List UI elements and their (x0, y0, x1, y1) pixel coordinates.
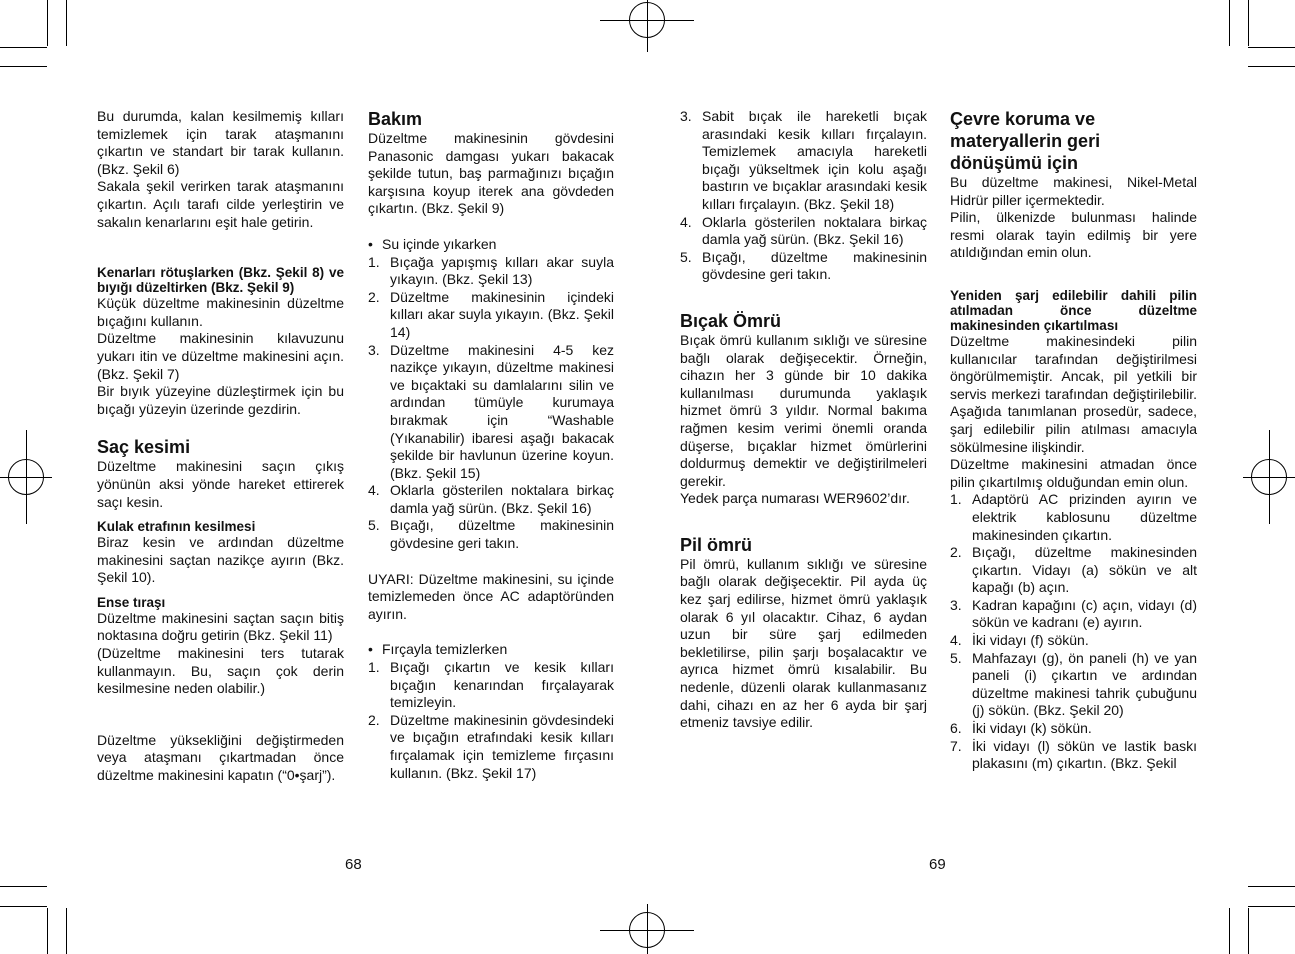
blade-life-paragraph: Bıçak ömrü kullanım sıklığı ve süresine bağlı olarak değişecektir. Örneğin, cihazın her 3 günde bir 10 dakika kullanılması durumunda yaklaşık hizmet ömrü 3 yıldır. Normal bakıma rağmen kesim verimi önemli oranda düşerse, bıçaklar hizmet ömürlerini doldurmuş demektir ve değiştirilmeleri gerekir. (680, 331, 927, 489)
list-item: 2. Bıçağı, düzeltme makinesinden çıkartın. Vidayı (a) sökün ve alt kapağı (b) açın. (950, 544, 1197, 596)
list-item: 5. Bıçağı, düzeltme makinesinin gövdesine geri takın. (368, 517, 614, 552)
part-number-paragraph: Yedek parça numarası WER9602’dır. (680, 490, 910, 507)
brush-bullet: • Fırçayla temizlerken (368, 641, 508, 658)
intro-paragraph-1: Bu durumda, kalan kesilmemiş kılları temizlemek için tarak ataşmanını çıkartın ve standart bir tarak kullanın. (Bkz. Şekil 6) (97, 108, 344, 177)
final-paragraph: Düzeltme yüksekliğini değiştirmeden veya ataşmanı çıkartmadan önce düzeltme makinesini kapatın (“0•şarj”). (97, 731, 344, 784)
list-item: 1. Bıçağa yapışmış kılları akar suyla yıkayın. (Bkz. Şekil 13) (368, 253, 614, 288)
column-1 (97, 108, 344, 785)
list-item: 2. Düzeltme makinesinin gövdesindeki ve bıçağın etrafındaki kesik kılları fırçalamak için temizleme fırçasını kullanın. (Bkz. Şekil 17) (368, 711, 614, 781)
column-4 (950, 108, 1197, 773)
maintenance-heading: Bakım (368, 109, 423, 129)
maintenance-intro: Düzeltme makinesinin gövdesini Panasonic damgası yukarı bakacak şekilde tutun, baş parmağınızı bıçağın karşısına koyup iterek ana gövdeden çıkartın. (Bkz. Şekil 9) (368, 130, 614, 217)
ear-heading: Kulak etrafının kesilmesi (97, 519, 256, 535)
trim-paragraph-2: Düzeltme makinesinin kılavuzunu yukarı itin ve düzeltme makinesini açın. (Bkz. Şekil 7) (97, 330, 344, 382)
list-item: 1. Bıçağı çıkartın ve kesik kılları bıçağın kenarından fırçalayarak temizleyin. (368, 659, 614, 711)
hair-cut-paragraph: Düzeltme makinesini saçın çıkış yönünün aksi yönde hareket ettirerek saçı kesin. (97, 458, 344, 510)
trim-heading: Kenarları rötuşlarken (Bkz. Şekil 8) ve bıyığı düzeltirken (Bkz. Şekil 9) (97, 265, 344, 296)
water-bullet: • Su içinde yıkarken (368, 235, 497, 252)
neck-paragraph-2: (Düzeltme makinesini ters tutarak kullanmayın. Bu, saçın çok derin kesilmesine neden olabilir.) (97, 645, 344, 697)
ear-paragraph: Biraz kesin ve ardından düzeltme makinesini saçtan nazikçe ayırın (Bkz. Şekil 10). (97, 534, 344, 586)
page-number-right: 69 (929, 856, 946, 873)
page-number-left: 68 (345, 856, 362, 873)
neck-heading: Ense tıraşı (97, 594, 166, 610)
list-item: 4. Oklarla gösterilen noktalara birkaç damla yağ sürün. (Bkz. Şekil 16) (368, 482, 614, 516)
blade-life-heading: Bıçak Ömrü (680, 310, 782, 331)
intro-paragraph-2: Sakala şekil verirken tarak ataşmanını çıkartın. Açılı tarafı cilde yerleştirin ve sakalın kenarlarını eşit hale getirin. (97, 178, 344, 230)
hair-cut-heading: Saç kesimi (97, 437, 191, 458)
environment-heading: Çevre koruma ve materyallerin geri dönüşümü için (950, 109, 1101, 173)
list-item: 1. Adaptörü AC prizinden ayırın ve elektrik kablosunu düzeltme makinesinden çıkartın. (950, 491, 1197, 543)
column-2 (368, 108, 614, 782)
list-item: 3. Sabit bıçak ile hareketli bıçak arasındaki kesik kılları fırçalayın. Temizlemek amacıyla hareketli bıçağı yükseltmek için kolu aşağı bastırın ve bıçaklar arasındaki kesik kılları fırçalayın. (Bkz. Şekil 18) (680, 108, 927, 212)
battery-removal-paragraph-1: Düzeltme makinesindeki pilin kullanıcılar tarafından değiştirilmesi öngörülmemiştir. Ancak, pil yetkili bir servis merkezi tarafından değiştirilebilir. Aşağıda tanımlanan prosedür, sadece, şarj edilebilir pilin atılması amacıyla sökülmesine ilişkindir. (950, 332, 1197, 455)
trim-paragraph-3: Bir bıyık yüzeyine düzleştirmek için bu bıçağı yüzeyin üzerinde gezdirin. (97, 383, 344, 417)
environment-paragraph-2: Pilin, ülkenizde bulunması halinde resmi olarak tayin edilmiş bir yere atıldığından emin olun. (950, 209, 1197, 261)
list-item: 6. İki vidayı (k) sökün. (950, 720, 1092, 737)
list-item: 5. Bıçağı, düzeltme makinesinin gövdesine geri takın. (680, 248, 927, 283)
list-item: 4. İki vidayı (f) sökün. (950, 632, 1089, 649)
column-3 (680, 108, 927, 732)
list-item: 4. Oklarla gösterilen noktalara birkaç damla yağ sürün. (Bkz. Şekil 16) (680, 213, 927, 248)
list-item: 2. Düzeltme makinesinin içindeki kılları akar suyla yıkayın. (Bkz. Şekil 14) (368, 288, 614, 340)
battery-life-heading: Pil ömrü (680, 534, 753, 555)
trim-paragraph-1: Küçük düzeltme makinesinin düzeltme bıçağını kullanın. (97, 295, 344, 329)
list-item: 3. Düzeltme makinesini 4-5 kez nazikçe yıkayın, düzeltme makinesi ve bıçaktaki su damlalarını silin ve ardından tümüyle kurumaya bırakmak için “Washable (Yıkanabilir) ibaresi aşağı bakacak şekilde bir havlunun üzerine koyun. (Bkz. Şekil 15) (368, 341, 614, 481)
battery-removal-paragraph-2: Düzeltme makinesini atmadan önce pilin çıkartılmış olduğundan emin olun. (950, 456, 1197, 490)
battery-removal-heading: Yeniden şarj edilebilir dahili pilin atılmadan önce düzeltme makinesinden çıkartılması (950, 287, 1197, 333)
warning-paragraph: UYARI: Düzeltme makinesini, su içinde temizlemeden önce AC adaptöründen ayırın. (368, 570, 614, 622)
neck-paragraph-1: Düzeltme makinesini saçtan saçın bitiş noktasına doğru getirin (Bkz. Şekil 11) (97, 609, 344, 644)
list-item: 7. İki vidayı (l) sökün ve lastik baskı plakasını (m) çıkartın. (Bkz. Şekil (950, 737, 1197, 772)
battery-life-paragraph: Pil ömrü, kullanım sıklığı ve süresine bağlı olarak değişecektir. Pil ayda üç kez şarj edilirse, hizmet ömrü yaklaşık olarak 6 yıl olacaktır. Cihaz, 6 aydan uzun bir süre şarj edilmeden bekletilirse, pilin şarjı boşalacaktır ve ayrıca hizmet ömrü kısalabilir. Bu nedenle, düzenli olarak kullanmasanız dahi, cihazı en az her 6 ayda bir şarj etmeniz tavsiye edilir. (680, 555, 927, 731)
environment-paragraph-1: Bu düzeltme makinesi, Nikel-Metal Hidrür piller içermektedir. (950, 174, 1197, 208)
list-item: 5. Mahfazayı (g), ön paneli (h) ve yan paneli (i) çıkartın ve ardından düzeltme makinesi tahrik çubuğunu (j) sökün. (Bkz. Şekil 20) (950, 649, 1197, 719)
list-item: 3. Kadran kapağını (c) açın, vidayı (d) sökün ve kadranı (e) ayırın. (950, 596, 1197, 631)
